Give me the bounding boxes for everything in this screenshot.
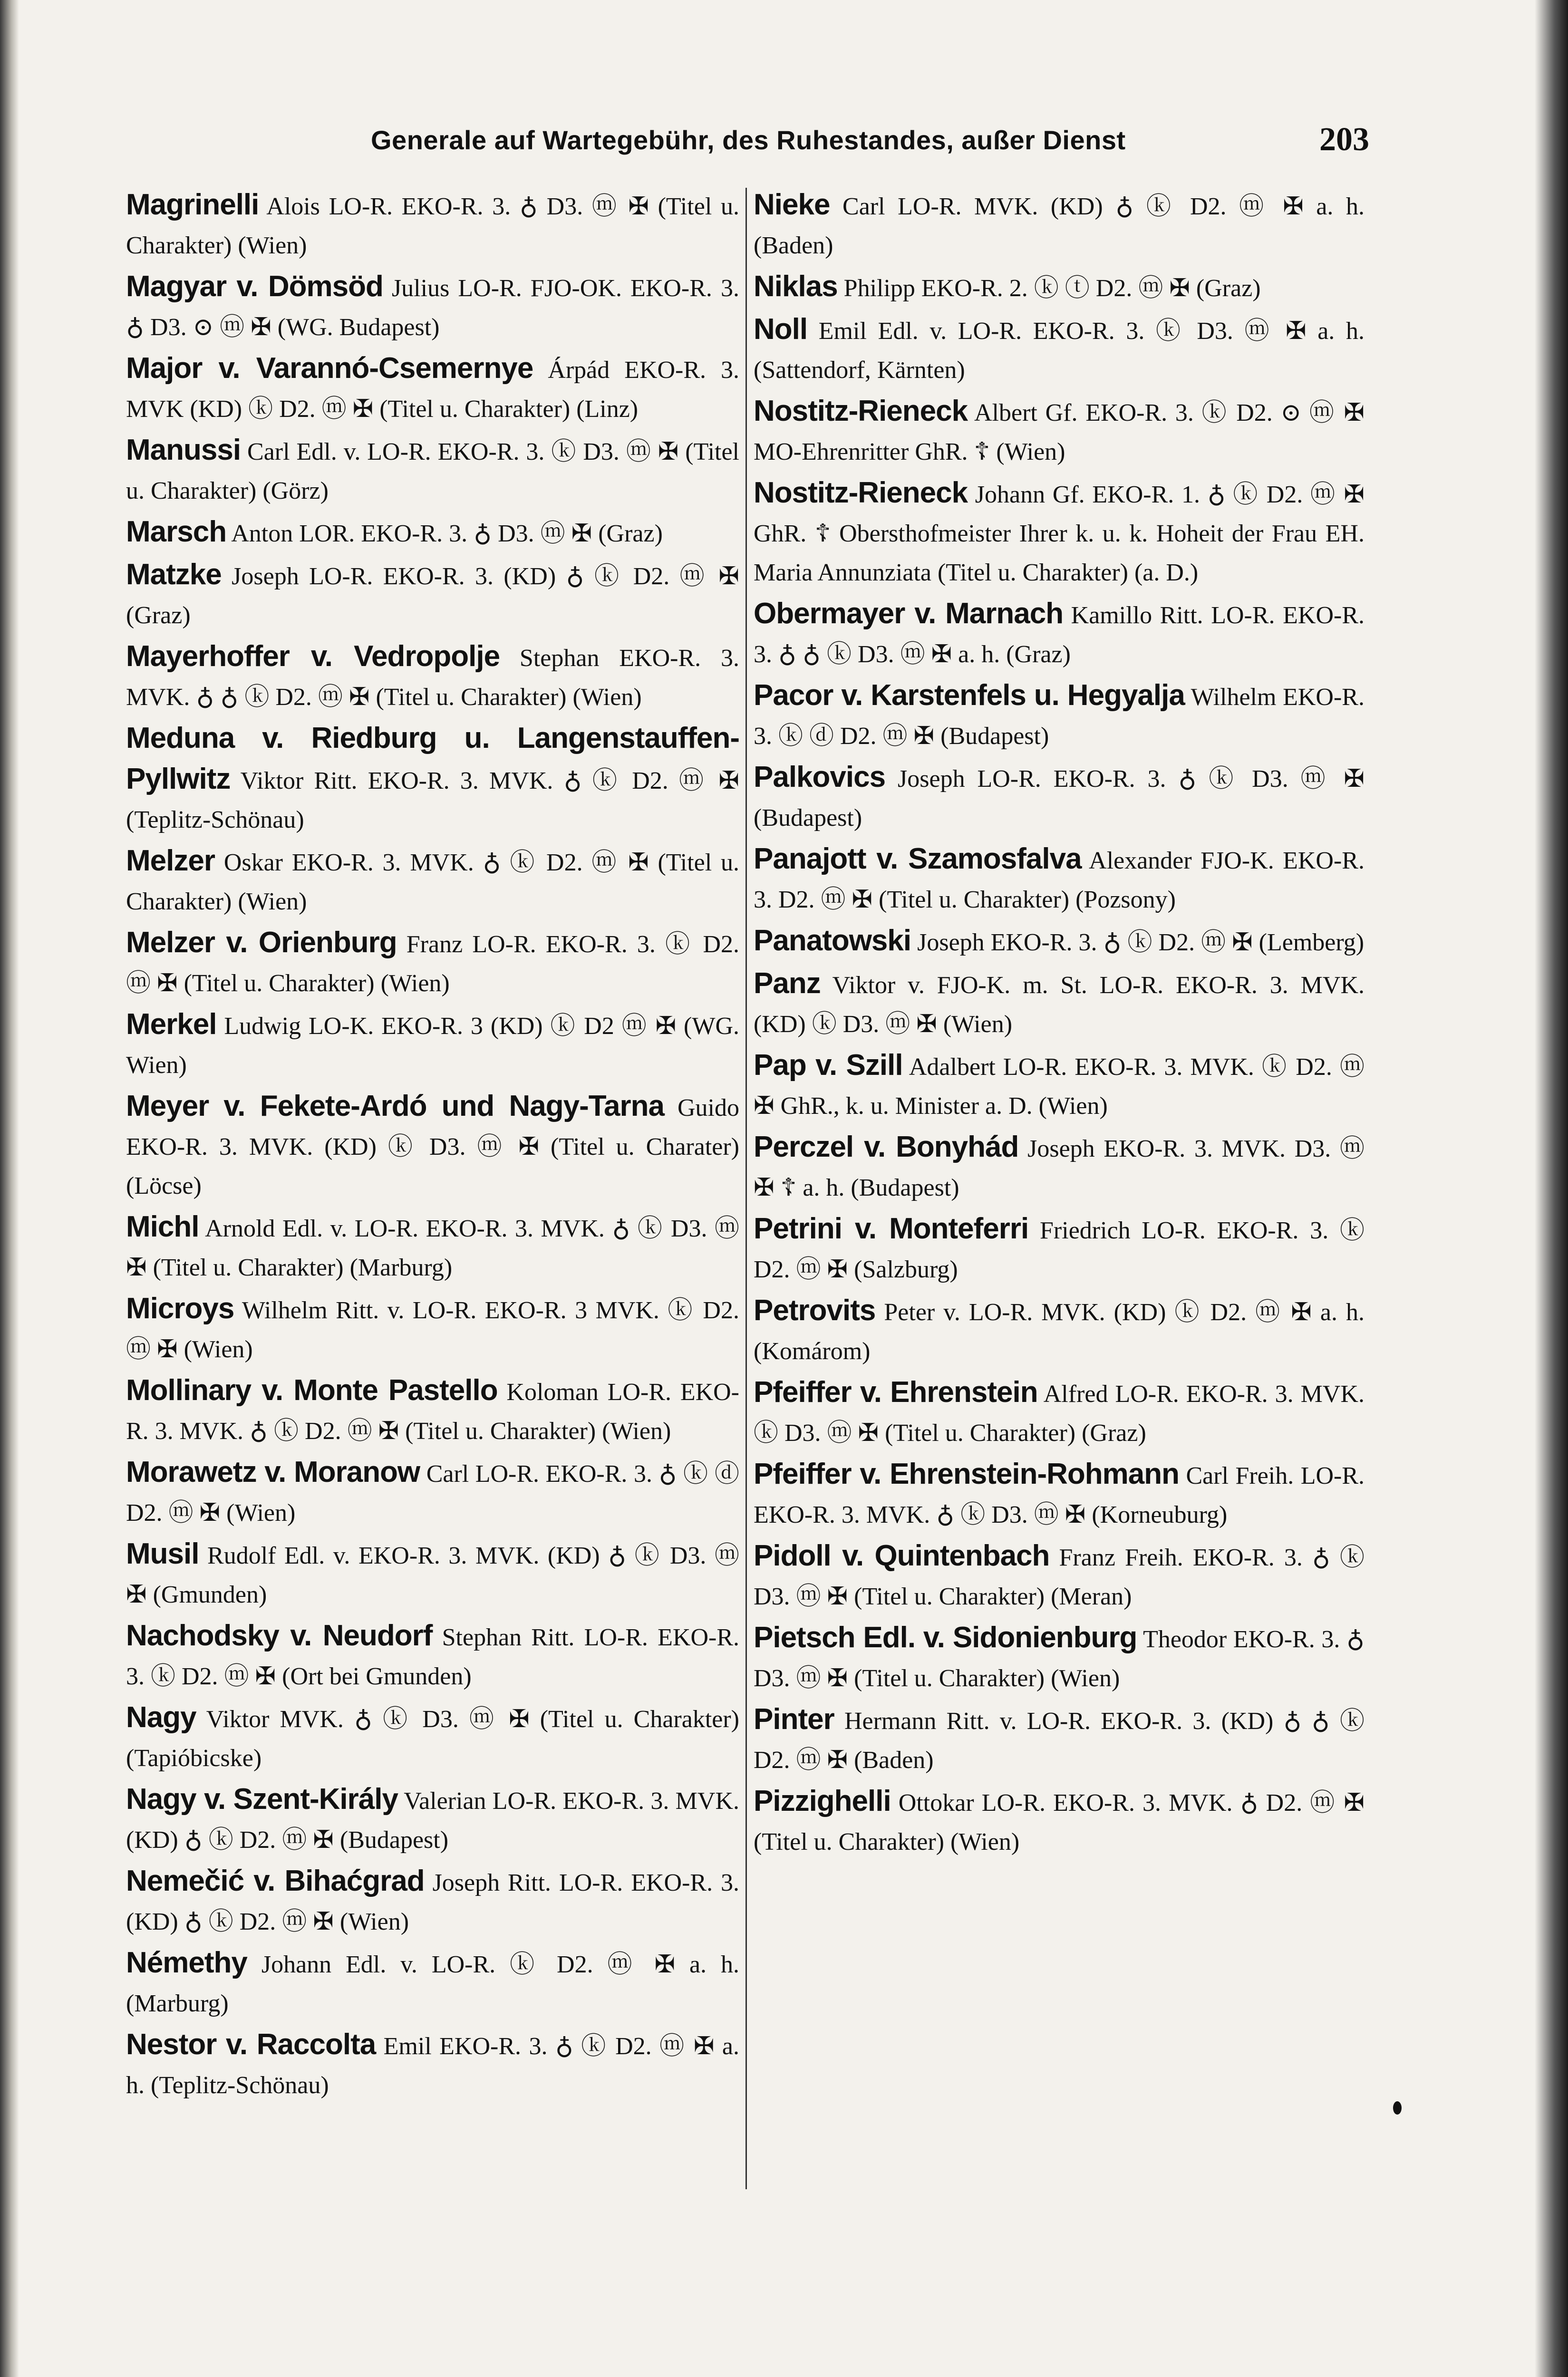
entry-name: Nieke [754,188,830,221]
entry-details: Johann Gf. EKO-R. 1. ♁ ⓚ D2. ⓜ ✠ GhR. ☦ Obersthofmeister Ihrer k. u. k. Hoheit der Frau EH. Maria Annunziata (Titel u. Charakter) (a. D.) [754,481,1365,586]
entry-details: Emil Edl. v. LO-R. EKO-R. 3. ⓚ D3. ⓜ ✠ a. h. (Sattendorf, Kärnten) [754,318,1365,384]
register-entry [754,594,1365,674]
entry-details: Stephan EKO-R. 3. MVK. ♁ ♁ ⓚ D2. ⓜ ✠ (Titel u. Charakter) (Wien) [126,645,739,711]
entry-name: Pinter [754,1703,834,1736]
register-entry [126,349,739,429]
register-entry [754,1291,1365,1371]
register-entry [754,185,1365,265]
entry-name: Mollinary v. Monte Pastello [126,1374,498,1407]
entry-details: Alfred LO-R. EKO-R. 3. MVK. ⓚ D3. ⓜ ✠ (Titel u. Charakter) (Graz) [754,1381,1365,1447]
entry-name: Pfeiffer v. Ehrenstein [754,1376,1038,1409]
register-entry [126,1453,739,1533]
entry-details: Emil EKO-R. 3. ♁ ⓚ D2. ⓜ ✠ a. h. (Teplitz-Schönau) [126,2033,739,2099]
entry-name: Niklas [754,270,838,303]
register-entry [754,676,1365,756]
register-entry [126,719,739,840]
register-entry [126,1780,739,1860]
entry-name: Magrinelli [126,188,259,221]
register-entry [126,1289,739,1369]
entry-name: Panajott v. Szamosfalva [754,842,1082,875]
entry-details: Carl LO-R. EKO-R. 3. ♁ ⓚ ⓓ D2. ⓜ ✠ (Wien) [126,1460,739,1527]
entry-name: Nostitz-Rieneck [754,476,968,509]
entry-name: Nagy v. Szent-Király [126,1783,398,1816]
entry-name: Pietsch Edl. v. Sidonienburg [754,1621,1137,1654]
register-entry [754,392,1365,472]
entry-details: Viktor MVK. ♁ ⓚ D3. ⓜ ✠ (Titel u. Charakter) (Tapióbicske) [126,1706,739,1772]
entry-name: Microys [126,1292,234,1325]
entry-name: Némethy [126,1946,247,1979]
register-entry [754,1536,1365,1616]
register-entry [126,512,739,553]
entry-details: Rudolf Edl. v. EKO-R. 3. MVK. (KD) ♁ ⓚ D3. ⓜ ✠ (Gmunden) [126,1542,739,1608]
entry-name: Merkel [126,1008,217,1041]
register-entry [126,1616,739,1696]
entry-details: Viktor v. FJO-K. m. St. LO-R. EKO-R. 3. MVK. (KD) ⓚ D3. ⓜ ✠ (Wien) [754,972,1365,1038]
entry-details: Arnold Edl. v. LO-R. EKO-R. 3. MVK. ♁ ⓚ D3. ⓜ ✠ (Titel u. Charakter) (Marburg) [126,1215,739,1281]
register-entry [126,637,739,717]
entry-name: Perczel v. Bonyhád [754,1131,1019,1163]
page-number: 203 [1319,121,1369,158]
right-column [754,185,1365,1864]
entry-details: Peter v. LO-R. MVK. (KD) ⓚ D2. ⓜ ✠ a. h. (Komárom) [754,1299,1365,1365]
ink-mark [1393,2101,1402,2115]
entry-name: Mayerhoffer v. Vedropolje [126,640,500,673]
entry-details: Franz Freih. EKO-R. 3. ♁ ⓚ D3. ⓜ ✠ (Titel u. Charakter) (Meran) [754,1544,1365,1610]
register-entry [754,1700,1365,1780]
entry-name: Nachodsky v. Neudorf [126,1619,433,1652]
register-entry [126,1535,739,1614]
entry-details: Franz LO-R. EKO-R. 3. ⓚ D2. ⓜ ✠ (Titel u. Charakter) (Wien) [126,931,740,997]
entry-name: Obermayer v. Marnach [754,597,1064,630]
register-entry [754,1209,1365,1289]
column-divider [745,188,747,2189]
entry-name: Morawetz v. Moranow [126,1456,420,1488]
register-entry [126,185,739,265]
register-entry [754,1618,1365,1698]
entry-details: Valerian LO-R. EKO-R. 3. MVK. (KD) ♁ ⓚ D2. ⓜ ✠ (Budapest) [126,1788,740,1854]
entry-details: Guido EKO-R. 3. MVK. (KD) ⓚ D3. ⓜ ✠ (Titel u. Charater) (Löcse) [126,1094,739,1199]
entry-name: Nemečić v. Bihaćgrad [126,1865,425,1897]
entry-name: Petrini v. Monteferri [754,1212,1029,1245]
register-entry [126,431,739,511]
register-entry [126,267,739,347]
register-entry [126,1371,739,1451]
entry-details: Joseph EKO-R. 3. ♁ ⓚ D2. ⓜ ✠ (Lemberg) [917,929,1365,956]
page-edge-left [0,0,19,2377]
register-entry [126,841,739,921]
entry-name: Petrovits [754,1294,876,1327]
register-entry [126,1208,739,1287]
entry-details: Julius LO-R. FJO-OK. EKO-R. 3. ♁ D3. ⊙ ⓜ ✠ (WG. Budapest) [126,275,739,341]
entry-name: Meyer v. Fekete-Ardó und Nagy-Tarna [126,1090,665,1122]
entry-details: Carl Freih. LO-R. EKO-R. 3. MVK. ♁ ⓚ D3. ⓜ ✠ (Korneuburg) [754,1462,1365,1528]
entry-details: Ludwig LO-K. EKO-R. 3 (KD) ⓚ D2 ⓜ ✠ (WG. Wien) [126,1013,740,1079]
entry-name: Melzer [126,844,215,877]
register-entry [754,310,1365,390]
entry-details: Friedrich LO-R. EKO-R. 3. ⓚ D2. ⓜ ✠ (Salzburg) [754,1217,1365,1283]
entry-details: Anton LOR. EKO-R. 3. ♁ D3. ⓜ ✠ (Graz) [231,520,663,547]
entry-name: Pacor v. Karstenfels u. Hegyalja [754,679,1185,712]
entry-details: Viktor Ritt. EKO-R. 3. MVK. ♁ ⓚ D2. ⓜ ✠ (Teplitz-Schönau) [126,767,740,833]
entry-details: Oskar EKO-R. 3. MVK. ♁ ⓚ D2. ⓜ ✠ (Titel u. Charakter) (Wien) [126,849,739,915]
register-entry [754,1455,1365,1535]
entry-name: Meduna v. Riedburg u. Langenstauffen-Pyllwitz [126,722,739,795]
entry-name: Magyar v. Dömsöd [126,270,383,303]
register-entry [754,473,1365,592]
entry-details: Carl LO-R. MVK. (KD) ♁ ⓚ D2. ⓜ ✠ a. h. (Baden) [754,193,1365,259]
entry-details: Koloman LO-R. EKO-R. 3. MVK. ♁ ⓚ D2. ⓜ ✠ (Titel u. Charakter) (Wien) [126,1379,739,1445]
register-entry [126,1862,739,1942]
entry-details: Wilhelm EKO-R. 3. ⓚ ⓓ D2. ⓜ ✠ (Budapest) [754,684,1365,750]
entry-name: Major v. Varannó-Csemernye [126,352,533,385]
entry-details: Hermann Ritt. v. LO-R. EKO-R. 3. (KD) ♁ ♁ ⓚ D2. ⓜ ✠ (Baden) [754,1708,1365,1774]
register-entry [754,1128,1365,1208]
register-entry [754,840,1365,919]
entry-name: Noll [754,313,808,346]
entry-details: Joseph LO-R. EKO-R. 3. (KD) ♁ ⓚ D2. ⓜ ✠ (Graz) [126,563,739,629]
register-entry [126,1943,739,2023]
register-entry [754,1782,1365,1862]
entry-name: Musil [126,1537,199,1570]
register-entry [754,964,1365,1044]
register-entry [754,1046,1365,1126]
entry-name: Panz [754,967,821,1000]
register-entry [126,1698,739,1778]
entry-name: Michl [126,1210,199,1243]
page-edge-right [1535,0,1568,2377]
entry-details: Árpád EKO-R. 3. MVK (KD) ⓚ D2. ⓜ ✠ (Titel u. Charakter) (Linz) [126,357,739,423]
entry-name: Melzer v. Orienburg [126,926,397,959]
register-entry [126,1005,739,1085]
register-entry [126,555,739,635]
entry-details: Adalbert LO-R. EKO-R. 3. MVK. ⓚ D2. ⓜ ✠ GhR., k. u. Minister a. D. (Wien) [754,1053,1365,1120]
running-header [371,121,1369,167]
entry-details: Albert Gf. EKO-R. 3. ⓚ D2. ⊙ ⓜ ✠ MO-Ehrenritter GhR. ☦ (Wien) [754,399,1365,465]
entry-name: Panatowski [754,924,911,957]
register-entry [754,267,1365,308]
register-entry [126,2025,739,2105]
entry-details: Joseph Ritt. LO-R. EKO-R. 3. (KD) ♁ ⓚ D2. ⓜ ✠ (Wien) [126,1869,739,1935]
entry-name: Pfeiffer v. Ehrenstein-Rohmann [754,1458,1180,1490]
entry-details: Alexander FJO-K. EKO-R. 3. D2. ⓜ ✠ (Titel u. Charakter) (Pozsony) [754,847,1365,913]
entry-details: Theodor EKO-R. 3. ♁ D3. ⓜ ✠ (Titel u. Charakter) (Wien) [754,1626,1365,1692]
entry-name: Nestor v. Raccolta [126,2028,376,2061]
header-title: Generale auf Wartegebühr, des Ruhestandes, außer Dienst [371,125,1126,155]
entry-details: Ottokar LO-R. EKO-R. 3. MVK. ♁ D2. ⓜ ✠ (Titel u. Charakter) (Wien) [754,1789,1365,1855]
entry-name: Nostitz-Rieneck [754,395,968,427]
entry-details: Carl Edl. v. LO-R. EKO-R. 3. ⓚ D3. ⓜ ✠ (Titel u. Charakter) (Görz) [126,438,739,504]
entry-details: Kamillo Ritt. LO-R. EKO-R. 3. ♁ ♁ ⓚ D3. ⓜ ✠ a. h. (Graz) [754,602,1365,668]
entry-details: Joseph LO-R. EKO-R. 3. ♁ ⓚ D3. ⓜ ✠ (Budapest) [754,765,1365,831]
entry-details: Wilhelm Ritt. v. LO-R. EKO-R. 3 MVK. ⓚ D2. ⓜ ✠ (Wien) [126,1297,739,1363]
entry-name: Palkovics [754,761,886,793]
left-column [126,185,739,2107]
entry-details: Alois LO-R. EKO-R. 3. ♁ D3. ⓜ ✠ (Titel u. Charakter) (Wien) [126,193,739,259]
entry-details: Joseph EKO-R. 3. MVK. D3. ⓜ ✠ ☦ a. h. (Budapest) [754,1135,1365,1201]
entry-details: Stephan Ritt. LO-R. EKO-R. 3. ⓚ D2. ⓜ ✠ (Ort bei Gmunden) [126,1624,739,1690]
register-entry [754,921,1365,962]
entry-name: Manussi [126,434,241,466]
register-entry [126,1087,739,1206]
entry-name: Pidoll v. Quintenbach [754,1539,1050,1572]
entry-name: Pap v. Szill [754,1049,903,1082]
entry-name: Nagy [126,1701,196,1734]
entry-name: Pizzighelli [754,1785,891,1817]
entry-name: Matzke [126,558,222,591]
entry-name: Marsch [126,515,227,548]
entry-details: Johann Edl. v. LO-R. ⓚ D2. ⓜ ✠ a. h. (Marburg) [126,1951,740,2017]
entry-details: Philipp EKO-R. 2. ⓚ ⓣ D2. ⓜ ✠ (Graz) [843,275,1261,302]
register-entry [126,923,739,1003]
register-entry [754,758,1365,838]
register-entry [754,1373,1365,1453]
